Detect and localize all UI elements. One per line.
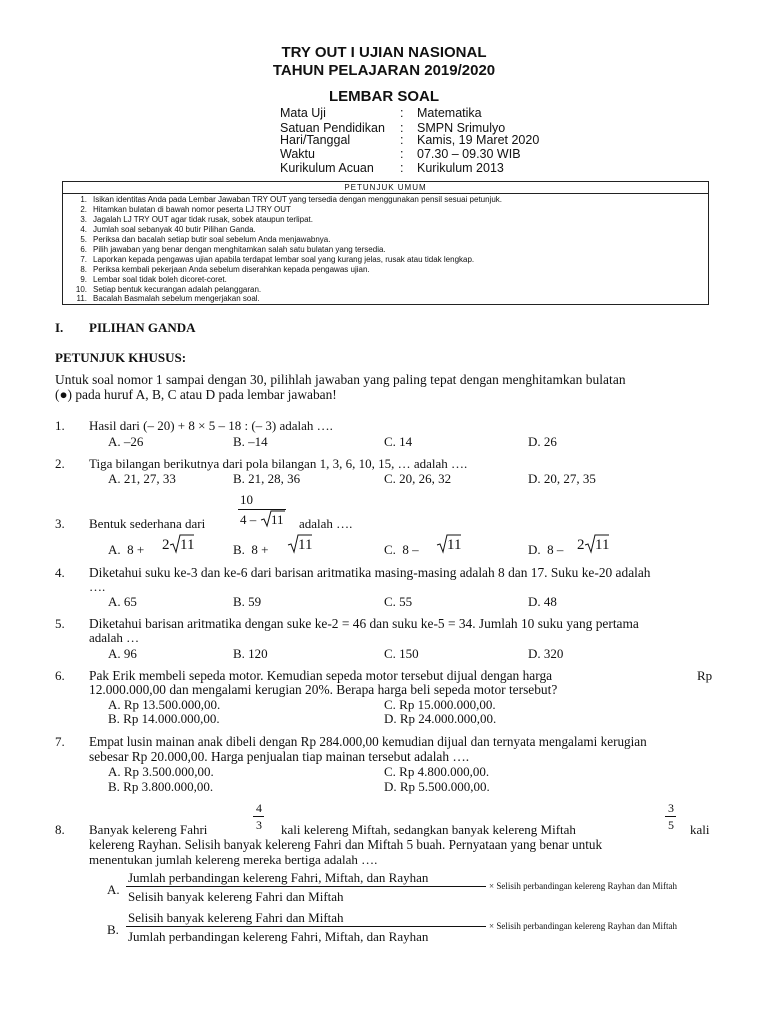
meta-label: Mata Uji — [280, 106, 326, 120]
question-number: 8. — [55, 822, 65, 837]
option-a[interactable]: A. 65 — [108, 594, 137, 609]
item-number: 3. — [80, 215, 87, 224]
radicand: 11 — [298, 537, 313, 553]
option-a[interactable]: A. Rp 3.500.000,00. — [108, 764, 214, 779]
meta-sep: : — [400, 161, 404, 175]
question-number: 2. — [55, 456, 65, 471]
question-number: 7. — [55, 734, 65, 749]
item-number: 1. — [80, 195, 87, 204]
question-text: …. — [89, 579, 106, 594]
option-c[interactable]: C. 150 — [384, 646, 419, 661]
denominator-term: 4 – — [240, 512, 257, 527]
question-text: adalah … — [89, 630, 140, 645]
fraction-denominator — [240, 512, 256, 528]
sheet-title: LEMBAR SOAL — [329, 88, 439, 105]
option-letter: A. — [108, 542, 121, 557]
meta-value: Matematika — [417, 106, 482, 120]
meta-sep: : — [400, 133, 404, 147]
meta-label: Hari/Tanggal — [280, 133, 351, 147]
option-tail: × Selisih perbandingan kelereng Rayhan dan Miftah — [489, 881, 678, 891]
school-year: TAHUN PELAJARAN 2019/2020 — [272, 62, 496, 79]
item-text: Periksa dan bacalah setiap butir soal sebelum Anda menjawabnya. — [93, 235, 331, 244]
option-c[interactable]: C. Rp 15.000.000,00. — [384, 697, 496, 712]
option-a[interactable]: A. Rp 13.500.000,00. — [108, 697, 221, 712]
question-text: 12.000.000,00 dan mengalami kerugian 20%. Berapa harga beli sepeda motor tersebut? — [89, 682, 558, 697]
option-c[interactable]: C. 55 — [384, 594, 413, 609]
option-term: 8 + — [251, 542, 269, 557]
item-text: Lembar soal tidak boleh dicoret-coret. — [93, 275, 227, 284]
meta-sep: : — [400, 147, 404, 161]
instructions-heading: PETUNJUK UMUM — [63, 182, 708, 194]
item-text: Jagalah LJ TRY OUT agar tidak rusak, sobek ataupun terlipat. — [93, 215, 313, 224]
question-text: Pak Erik membeli sepeda motor. Kemudian sepeda motor tersebut dijual dengan harga — [89, 668, 553, 683]
fraction-bar — [126, 886, 486, 887]
question-number: 4. — [55, 565, 65, 580]
option-term: 8 – — [547, 542, 564, 557]
exam-title: TRY OUT I UJIAN NASIONAL — [281, 44, 487, 61]
item-number: 8. — [80, 265, 87, 274]
item-number: 9. — [80, 275, 87, 284]
meta-value: 07.30 – 09.30 WIB — [417, 147, 521, 161]
meta-label: Kurikulum Acuan — [280, 161, 374, 175]
radicand: 11 — [271, 512, 284, 527]
question-number: 3. — [55, 516, 65, 531]
question-number: 1. — [55, 418, 65, 433]
question-text: Diketahui barisan aritmatika dengan suke ke-2 = 46 dan suku ke-5 = 34. Jumlah 10 suku yang pertama — [89, 616, 639, 631]
option-d[interactable]: D. Rp 5.500.000,00. — [384, 779, 490, 794]
fraction-denominator: 5 — [668, 818, 674, 832]
item-number: 10. — [75, 285, 87, 294]
fraction-bar — [126, 926, 486, 927]
fraction-denominator: Jumlah perbandingan kelereng Fahri, Miftah, dan Rayhan — [128, 929, 429, 944]
item-number: 7. — [80, 255, 87, 264]
option-d[interactable] — [528, 542, 563, 558]
radicand: 11 — [447, 537, 462, 553]
item-text: Laporkan kepada pengawas ujian apabila terdapat lembar soal yang kurang jelas, rusak atau tidak lengkap. — [93, 255, 475, 264]
general-instructions-box — [62, 181, 709, 305]
fraction-denominator: Selisih banyak kelereng Fahri dan Miftah — [128, 889, 344, 904]
special-instructions-line: (●) pada huruf A, B, C atau D pada lembar jawaban! — [55, 387, 337, 402]
meta-label: Waktu — [280, 147, 315, 161]
option-b[interactable]: B. 59 — [233, 594, 262, 609]
question-text: menentukan jumlah kelereng mereka bertiga adalah …. — [89, 852, 378, 867]
option-a[interactable] — [108, 542, 144, 558]
option-b[interactable]: B. 120 — [233, 646, 268, 661]
question-text: kali kelereng Miftah, sedangkan banyak kelereng Miftah — [281, 822, 576, 837]
option-d[interactable]: D. 26 — [528, 434, 557, 449]
question-text: Banyak kelereng Fahri — [89, 822, 208, 837]
radicand: 11 — [180, 537, 195, 553]
option-b[interactable]: B. Rp 3.800.000,00. — [108, 779, 214, 794]
question-text: kelereng Rayhan. Selisih banyak kelereng Fahri dan Miftah 5 buah. Pernyataan yang benar untuk — [89, 837, 603, 852]
question-number: 6. — [55, 668, 65, 683]
option-b[interactable]: B. Rp 14.000.000,00. — [108, 711, 220, 726]
meta-value: Kurikulum 2013 — [417, 161, 504, 175]
option-d[interactable]: D. Rp 24.000.000,00. — [384, 711, 497, 726]
radicand: 11 — [595, 537, 610, 553]
coefficient: 2 — [577, 537, 585, 553]
fraction-denominator: 3 — [256, 818, 262, 832]
question-text: Tiga bilangan berikutnya dari pola bilangan 1, 3, 6, 10, 15, … adalah …. — [89, 456, 468, 471]
option-term: 8 – — [402, 542, 419, 557]
meta-value: Kamis, 19 Maret 2020 — [417, 133, 540, 147]
option-c[interactable]: C. 14 — [384, 434, 413, 449]
item-text: Bacalah Basmalah sebelum mengerjakan soal. — [93, 294, 260, 303]
meta-value: SMPN Srimulyo — [417, 121, 506, 135]
item-text: Periksa kembali pekerjaan Anda sebelum diserahkan kepada pengawas ujian. — [93, 265, 370, 274]
question-text: Empat lusin mainan anak dibeli dengan Rp 284.000,00 kemudian dijual dan ternyata mengalami kerugian — [89, 734, 647, 749]
option-b[interactable]: B. –14 — [233, 434, 268, 449]
option-d[interactable]: D. 20, 27, 35 — [528, 471, 596, 486]
option-letter: B. — [107, 922, 119, 937]
question-text: Bentuk sederhana dari — [89, 516, 206, 531]
item-text: Hitamkan bulatan di bawah nomor peserta LJ TRY OUT — [93, 205, 291, 214]
fraction-numerator: Selisih banyak kelereng Fahri dan Miftah — [128, 910, 344, 925]
special-instructions-heading: PETUNJUK KHUSUS: — [55, 350, 187, 365]
question-text: Hasil dari (– 20) + 8 × 5 – 18 : (– 3) adalah …. — [89, 418, 333, 433]
option-d[interactable]: D. 320 — [528, 646, 564, 661]
meta-sep: : — [400, 121, 404, 135]
section-title: PILIHAN GANDA — [89, 320, 196, 335]
fraction-numerator: 3 — [668, 801, 674, 815]
item-number: 5. — [80, 235, 87, 244]
option-letter: C. — [384, 542, 396, 557]
section-number: I. — [55, 320, 64, 335]
option-c[interactable]: C. 20, 26, 32 — [384, 471, 452, 486]
question-text-end: Rp — [697, 668, 713, 683]
meta-sep: : — [400, 106, 404, 120]
option-letter: A. — [107, 882, 120, 897]
option-letter: B. — [233, 542, 245, 557]
fraction-numerator: 10 — [240, 492, 253, 507]
fraction-numerator: 4 — [256, 801, 262, 815]
fraction-bar — [253, 816, 264, 817]
option-b[interactable]: B. 21, 28, 36 — [233, 471, 301, 486]
fraction-bar — [665, 816, 676, 817]
coefficient: 2 — [162, 537, 170, 553]
option-a[interactable]: A. –26 — [108, 434, 144, 449]
question-text-end: adalah …. — [299, 516, 353, 531]
item-number: 6. — [80, 245, 87, 254]
question-text: sebesar Rp 20.000,00. Harga penjualan tiap mainan tersebut adalah …. — [89, 749, 470, 764]
option-letter: D. — [528, 542, 541, 557]
option-c[interactable]: C. Rp 4.800.000,00. — [384, 764, 490, 779]
item-number: 4. — [80, 225, 87, 234]
question-number: 5. — [55, 616, 65, 631]
question-text-end: kali — [690, 822, 710, 837]
item-text: Jumlah soal sebanyak 40 butir Pilihan Ganda. — [93, 225, 256, 234]
item-number: 2. — [80, 205, 87, 214]
item-text: Pilih jawaban yang benar dengan menghitamkan salah satu bulatan yang tersedia. — [93, 245, 386, 254]
question-text: Diketahui suku ke-3 dan ke-6 dari barisan aritmatika masing-masing adalah 8 dan 17. Suku ke-20 adalah — [89, 565, 651, 580]
item-text: Isikan identitas Anda pada Lembar Jawaban TRY OUT yang tersedia dengan menggunakan pensil sesuai petunjuk. — [93, 195, 503, 204]
item-text: Setiap bentuk kecurangan adalah pelanggaran. — [93, 285, 262, 294]
item-number: 11. — [76, 294, 87, 303]
special-instructions-line: Untuk soal nomor 1 sampai dengan 30, pilihlah jawaban yang paling tepat dengan menghitamkan bulatan — [55, 372, 626, 387]
option-term: 8 + — [127, 542, 145, 557]
option-tail: × Selisih perbandingan kelereng Rayhan dan Miftah — [489, 921, 678, 931]
option-a[interactable]: A. 21, 27, 33 — [108, 471, 176, 486]
option-c[interactable] — [384, 542, 419, 558]
option-b[interactable] — [233, 542, 269, 558]
option-a[interactable]: A. 96 — [108, 646, 137, 661]
fraction-numerator: Jumlah perbandingan kelereng Fahri, Miftah, dan Rayhan — [128, 870, 429, 885]
option-d[interactable]: D. 48 — [528, 594, 557, 609]
meta-label: Satuan Pendidikan — [280, 121, 385, 135]
